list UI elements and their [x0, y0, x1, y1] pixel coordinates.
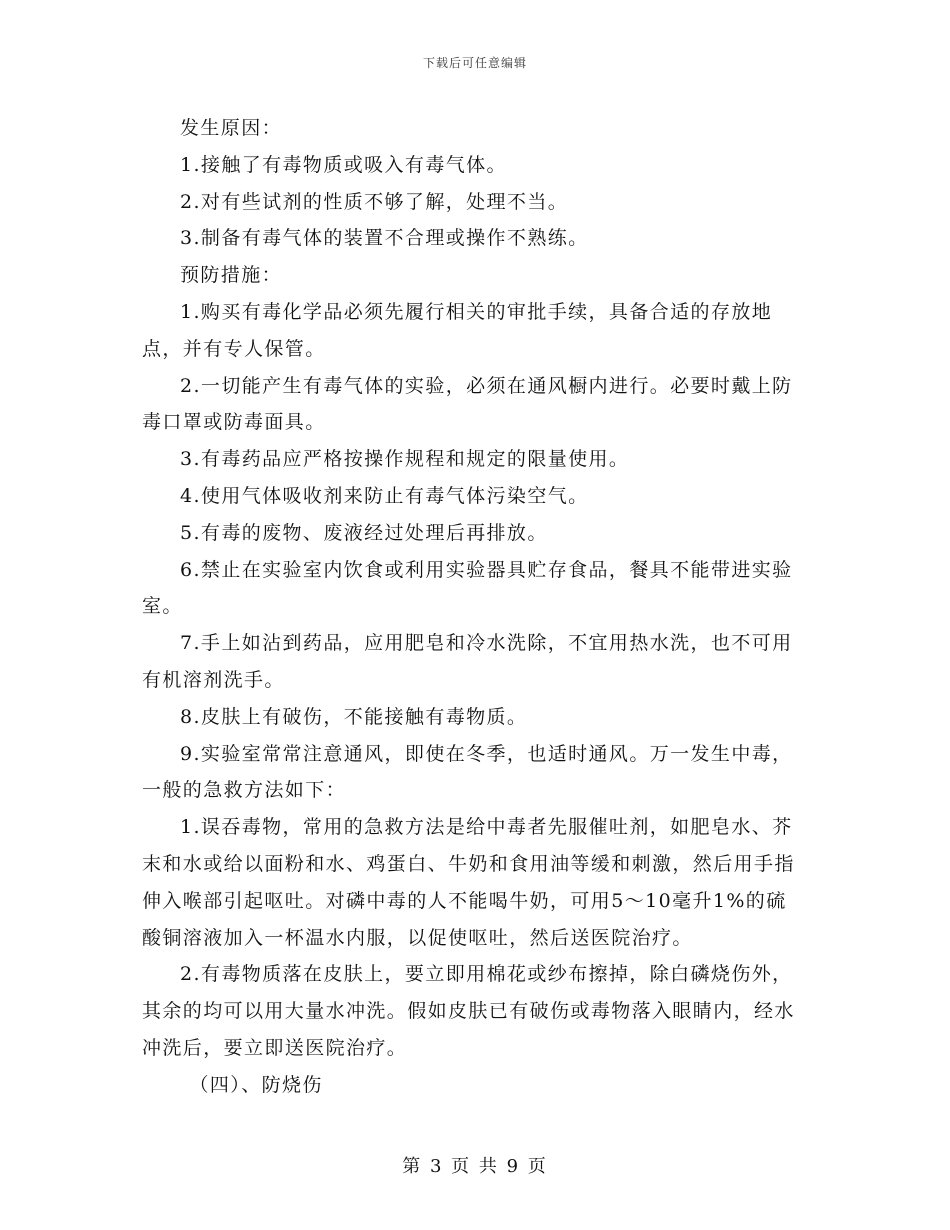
- paragraph-cause-1: 1.接触了有毒物质或吸入有毒气体。: [180, 153, 507, 176]
- paragraph-prevention-8: 8.皮肤上有破伤，不能接触有毒物质。: [180, 705, 528, 728]
- paragraph-prevention-3: 3.有毒药品应严格按操作规程和规定的限量使用。: [180, 448, 630, 471]
- page-number-footer: 第 3 页 共 9 页: [402, 1156, 548, 1177]
- paragraph-prevention-4: 4.使用气体吸收剂来防止有毒气体污染空气。: [180, 484, 589, 507]
- paragraph-prevention-2: 2.一切能产生有毒气体的实验，必须在通风橱内进行。必要时戴上防毒口罩或防毒面具。: [142, 374, 793, 434]
- paragraph-firstaid-1: 1.误吞毒物，常用的急救方法是给中毒者先服催吐剂，如肥皂水、芥末和水或给以面粉和水、鸡蛋白、牛奶和食用油等缓和刺激，然后用手指伸入喉部引起呕吐。对磷中毒的人不能喝牛奶，可用5～10毫升1%的硫酸铜溶液加入一杯温水内服，以促使呕吐，然后送医院治疗。: [142, 816, 795, 949]
- paragraph-prevention-heading: 预防措施：: [180, 264, 283, 287]
- section-heading: （四）、防烧伤: [189, 1073, 323, 1096]
- paragraph-prevention-6: 6.禁止在实验室内饮食或利用实验器具贮存食品，餐具不能带进实验室。: [142, 558, 793, 618]
- paragraph-prevention-7: 7.手上如沾到药品，应用肥皂和冷水洗除，不宜用热水洗，也不可用有机溶剂洗手。: [142, 632, 793, 691]
- paragraph-cause-3: 3.制备有毒气体的装置不合理或操作不熟练。: [180, 227, 589, 250]
- paragraph-prevention-9: 9.实验室常常注意通风，即使在冬季，也适时通风。万一发生中毒，一般的急救方法如下：: [142, 742, 793, 802]
- document-body: [142, 110, 800, 1104]
- paragraph-prevention-1: 1.购买有毒化学品必须先履行相关的审批手续，具备合适的存放地点，并有专人保管。: [142, 300, 773, 360]
- paragraph-prevention-5: 5.有毒的废物、废液经过处理后再排放。: [180, 521, 548, 544]
- page-header: 下载后可任意编辑: [422, 56, 527, 70]
- paragraph-cause-2: 2.对有些试剂的性质不够了解，处理不当。: [180, 190, 569, 213]
- paragraph-firstaid-2: 2.有毒物质落在皮肤上，要立即用棉花或纱布擦掉，除白磷烧伤外，其余的均可以用大量水冲洗。假如皮肤已有破伤或毒物落入眼睛内，经水冲洗后，要立即送医院治疗。: [142, 963, 795, 1059]
- paragraph-cause-heading: 发生原因：: [180, 117, 283, 139]
